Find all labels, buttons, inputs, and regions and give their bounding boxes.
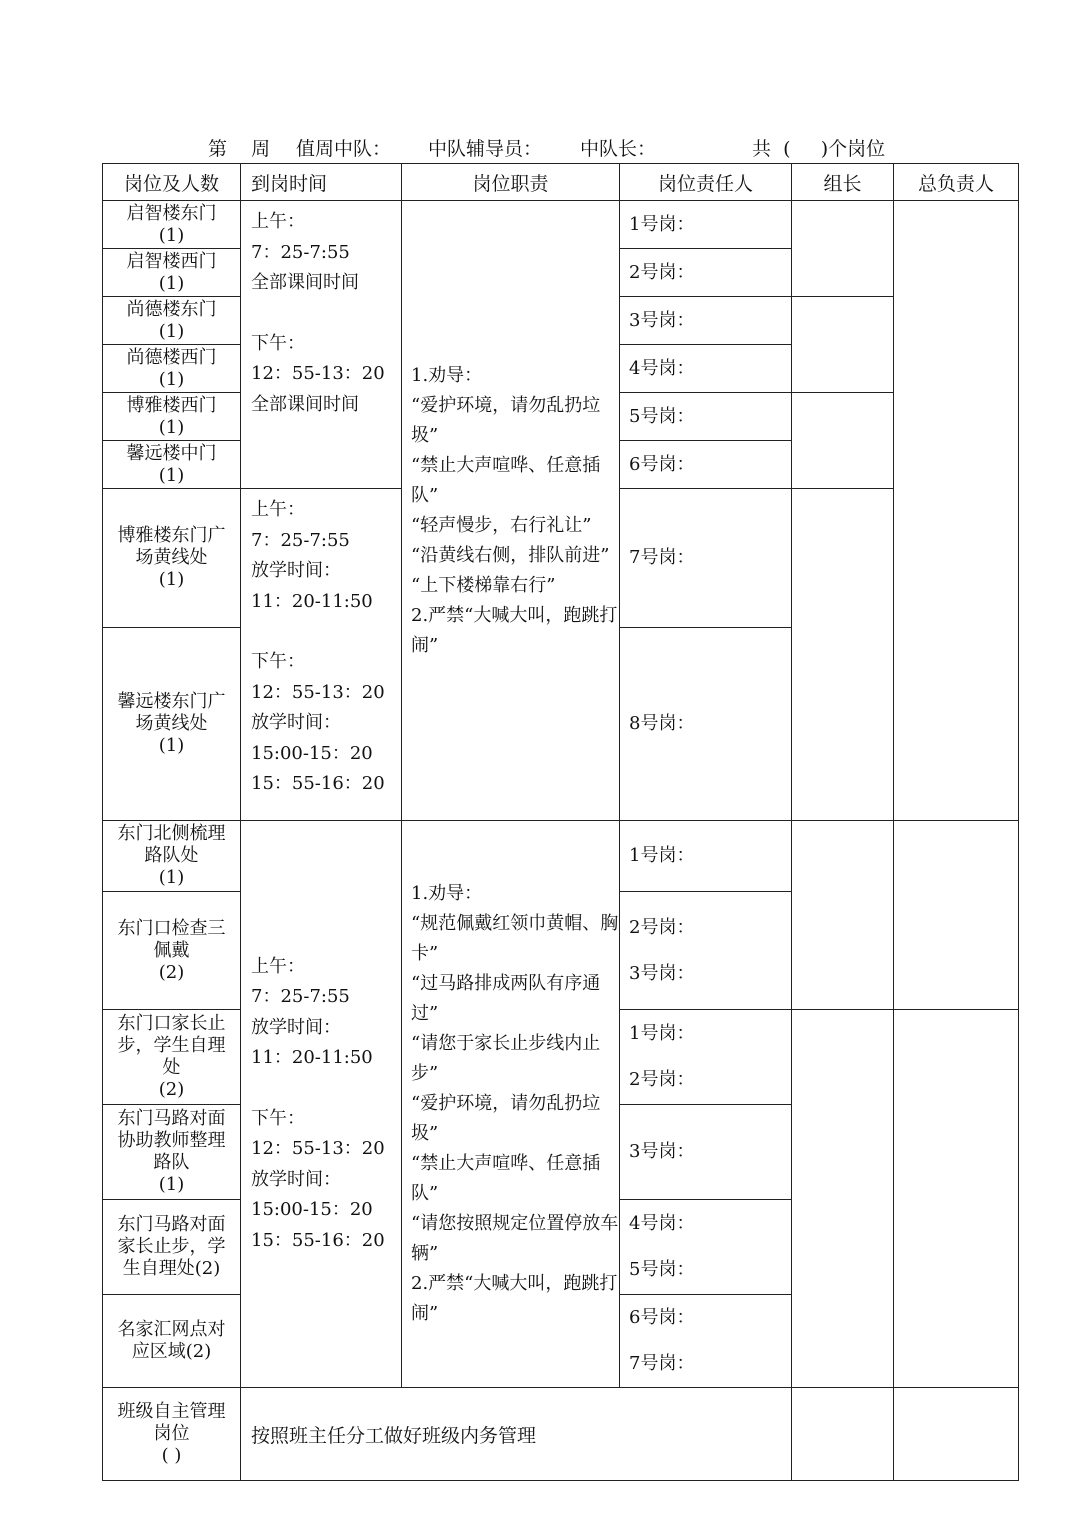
post-cell: 东门口检查三佩戴 (2) xyxy=(103,892,241,1010)
post-cell: 尚德楼西门 (1) xyxy=(103,345,241,393)
captain-field: 中队长： xyxy=(580,138,657,160)
column-header: 岗位及人数 xyxy=(103,164,241,201)
post-cell: 东门马路对面协助教师整理路队 (1) xyxy=(103,1105,241,1200)
responsible-cell[interactable]: 8号岗： xyxy=(620,628,792,821)
post-cell: 东门马路对面家长止步，学生自理处(2) xyxy=(103,1200,241,1295)
responsible-cell[interactable]: 1号岗： xyxy=(620,821,792,892)
post-cell: 尚德楼东门 (1) xyxy=(103,297,241,345)
post-cell: 馨远楼中门 (1) xyxy=(103,441,241,489)
responsible-cell[interactable]: 4号岗： xyxy=(620,345,792,393)
responsible-cell[interactable]: 7号岗： xyxy=(620,489,792,628)
duty-table xyxy=(102,163,1019,1481)
arrival-time-cell: 上午： 7：25-7:55 放学时间： 11：20-11:50 下午： 12：55-13：20 放学时间： 15:00-15：20 15：55-16：20 xyxy=(241,821,402,1388)
responsible-cell[interactable]: 4号岗： 5号岗： xyxy=(620,1200,792,1295)
supervisor-cell[interactable] xyxy=(894,1010,1019,1388)
leader-cell[interactable] xyxy=(792,1010,894,1388)
arrival-time-cell: 上午： 7：25-7:55 放学时间： 11：20-11:50 下午： 12：55-13：20 放学时间： 15:00-15：20 15：55-16：20 xyxy=(241,489,402,821)
responsible-cell[interactable]: 3号岗： xyxy=(620,297,792,345)
duty-squad-field: 值周中队： xyxy=(296,138,392,160)
leader-cell[interactable] xyxy=(792,201,894,297)
column-header: 岗位责任人 xyxy=(620,164,792,201)
responsible-cell[interactable]: 1号岗： xyxy=(620,201,792,249)
leader-cell[interactable] xyxy=(792,1388,894,1481)
post-cell: 启智楼西门 (1) xyxy=(103,249,241,297)
total-posts-field: 共 ( )个岗位 xyxy=(752,138,886,160)
form-header xyxy=(0,134,1074,164)
post-cell: 名家汇网点对应区域(2) xyxy=(103,1295,241,1388)
post-cell: 馨远楼东门广场黄线处 (1) xyxy=(103,628,241,821)
supervisor-cell[interactable] xyxy=(894,1388,1019,1481)
duties-cell: 1.劝导： “规范佩戴红领巾黄帽、胸卡” “过马路排成两队有序通过” “请您于家长止步线内止步” “爱护环境，请勿乱扔垃圾” “禁止大声喧哗、任意插队” “请您按照规定位置停放车辆” 2.严禁“大喊大叫，跑跳打闹” xyxy=(402,821,620,1388)
column-header: 到岗时间 xyxy=(241,164,402,201)
column-header: 总负责人 xyxy=(894,164,1019,201)
leader-cell[interactable] xyxy=(792,821,894,1010)
table-row xyxy=(103,201,1019,249)
responsible-cell[interactable]: 5号岗： xyxy=(620,393,792,441)
responsible-cell[interactable]: 6号岗： xyxy=(620,441,792,489)
leader-cell[interactable] xyxy=(792,297,894,393)
responsible-cell[interactable]: 2号岗： xyxy=(620,249,792,297)
week-field: 第 周 xyxy=(208,138,271,160)
column-header: 组长 xyxy=(792,164,894,201)
table-row xyxy=(103,1388,1019,1481)
post-cell: 东门口家长止步，学生自理处 (2) xyxy=(103,1010,241,1105)
post-cell: 东门北侧梳理路队处 (1) xyxy=(103,821,241,892)
post-cell: 博雅楼东门广场黄线处 (1) xyxy=(103,489,241,628)
duties-cell: 1.劝导： “爱护环境，请勿乱扔垃圾” “禁止大声喧哗、任意插队” “轻声慢步，右行礼让” “沿黄线右侧，排队前进” “上下楼梯靠右行” 2.严禁“大喊大叫，跑跳打闹” xyxy=(402,201,620,821)
supervisor-cell[interactable] xyxy=(894,201,1019,821)
leader-cell[interactable] xyxy=(792,489,894,821)
table-header-row xyxy=(103,164,1019,201)
counselor-field: 中队辅导员： xyxy=(428,138,543,160)
arrival-time-cell: 上午： 7：25-7:55 全部课间时间 下午： 12：55-13：20 全部课间时间 xyxy=(241,201,402,489)
responsible-cell[interactable]: 6号岗： 7号岗： xyxy=(620,1295,792,1388)
post-cell: 博雅楼西门 (1) xyxy=(103,393,241,441)
responsible-cell[interactable]: 1号岗： 2号岗： xyxy=(620,1010,792,1105)
responsible-cell[interactable]: 2号岗： 3号岗： xyxy=(620,892,792,1010)
class-management-task: 按照班主任分工做好班级内务管理 xyxy=(241,1388,792,1481)
post-cell: 班级自主管理岗位 ( ) xyxy=(103,1388,241,1481)
post-cell: 启智楼东门 (1) xyxy=(103,201,241,249)
column-header: 岗位职责 xyxy=(402,164,620,201)
responsible-cell[interactable]: 3号岗： xyxy=(620,1105,792,1200)
leader-cell[interactable] xyxy=(792,393,894,489)
table-row xyxy=(103,821,1019,892)
supervisor-cell[interactable] xyxy=(894,821,1019,1010)
